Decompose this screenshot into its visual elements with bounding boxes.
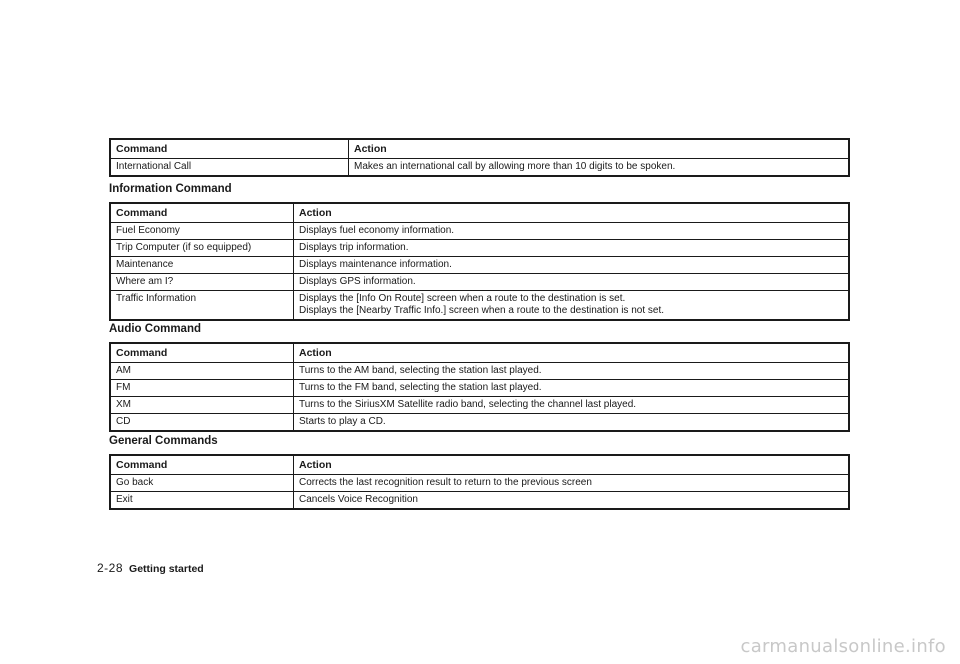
general-commands-heading: General Commands	[109, 435, 218, 447]
command-cell: Where am I?	[111, 274, 294, 290]
command-cell: XM	[111, 397, 294, 413]
table-row	[111, 256, 848, 273]
command-cell: Fuel Economy	[111, 223, 294, 239]
action-cell: Displays fuel economy information.	[299, 225, 455, 236]
action-line: Displays the [Nearby Traffic Info.] screen when a route to the destination is not set.	[299, 305, 665, 316]
action-cell: Displays GPS information.	[299, 276, 416, 287]
table-row	[111, 413, 848, 430]
command-cell: Trip Computer (if so equipped)	[111, 240, 294, 256]
action-line: Displays the [Info On Route] screen when a route to the destination is set.	[299, 293, 626, 304]
page-footer	[97, 561, 204, 575]
command-cell: CD	[111, 414, 294, 430]
action-cell: Makes an international call by allowing more than 10 digits to be spoken.	[354, 161, 676, 172]
information-command-heading: Information Command	[109, 183, 232, 195]
command-cell: FM	[111, 380, 294, 396]
table-header-row	[111, 204, 848, 222]
command-column-header: Command	[111, 456, 294, 474]
general-commands-table	[109, 454, 850, 510]
action-cell: Cancels Voice Recognition	[299, 494, 418, 505]
table-header-row	[111, 344, 848, 362]
action-cell: Corrects the last recognition result to return to the previous screen	[299, 477, 592, 488]
audio-command-heading: Audio Command	[109, 323, 201, 335]
command-cell: AM	[111, 363, 294, 379]
action-column-header: Action	[299, 207, 332, 219]
table-row	[111, 239, 848, 256]
table-header-row	[111, 140, 848, 158]
action-column-header: Action	[299, 459, 332, 471]
command-cell: Maintenance	[111, 257, 294, 273]
table-row	[111, 222, 848, 239]
command-column-header: Command	[111, 204, 294, 222]
action-cell: Turns to the AM band, selecting the station last played.	[299, 365, 542, 376]
action-column-header: Action	[299, 347, 332, 359]
command-cell: Traffic Information	[111, 291, 294, 319]
action-cell	[294, 291, 848, 319]
table-row	[111, 158, 848, 175]
command-column-header: Command	[111, 140, 349, 158]
section-name: Getting started	[129, 563, 204, 575]
action-cell: Starts to play a CD.	[299, 416, 386, 427]
table-row	[111, 290, 848, 319]
audio-command-table	[109, 342, 850, 432]
command-cell: International Call	[111, 159, 349, 175]
action-column-header: Action	[354, 143, 387, 155]
table-row	[111, 491, 848, 508]
action-cell: Turns to the FM band, selecting the station last played.	[299, 382, 542, 393]
table-header-row	[111, 456, 848, 474]
table-row	[111, 362, 848, 379]
table-row	[111, 379, 848, 396]
command-cell: Exit	[111, 492, 294, 508]
action-cell: Turns to the SiriusXM Satellite radio band, selecting the channel last played.	[299, 399, 637, 410]
page-number: 2-28	[97, 561, 124, 575]
action-cell: Displays trip information.	[299, 242, 409, 253]
table-row	[111, 396, 848, 413]
table-row	[111, 273, 848, 290]
command-cell: Go back	[111, 475, 294, 491]
information-command-table	[109, 202, 850, 321]
international-call-table	[109, 138, 850, 177]
command-column-header: Command	[111, 344, 294, 362]
action-cell: Displays maintenance information.	[299, 259, 452, 270]
table-row	[111, 474, 848, 491]
watermark: carmanualsonline.info	[740, 636, 946, 657]
